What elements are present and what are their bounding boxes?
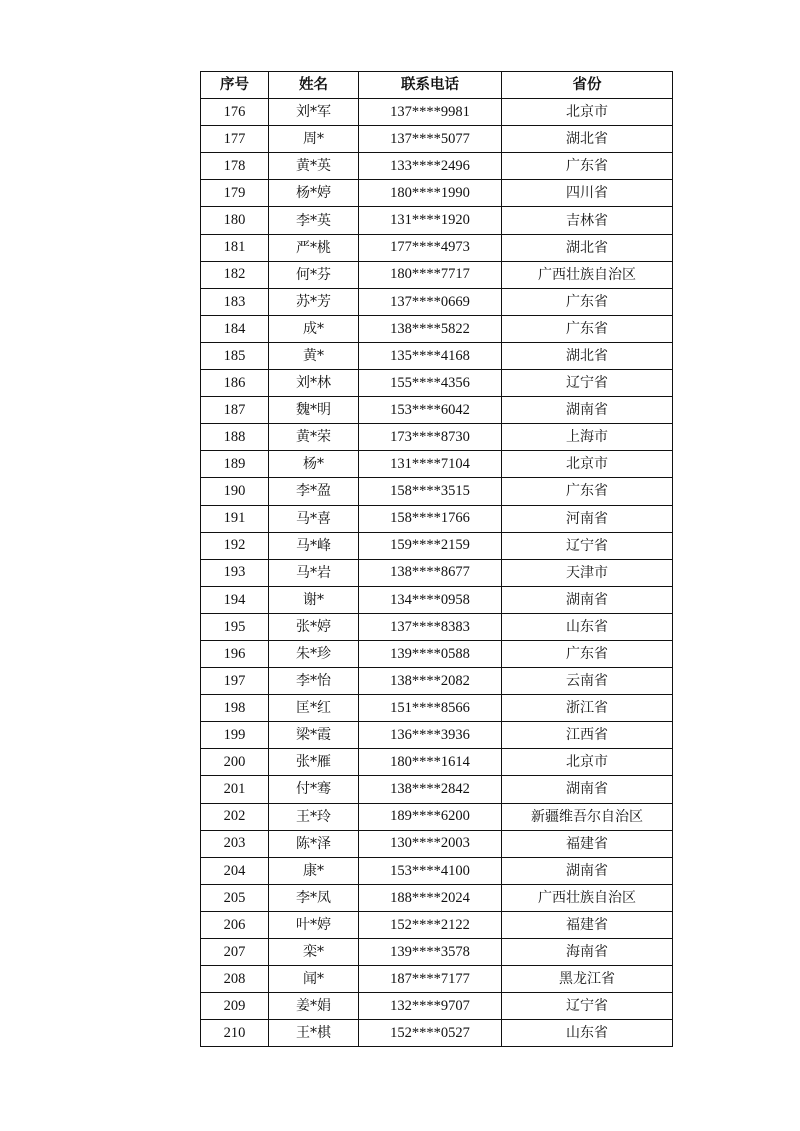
cell-name: 苏*芳	[269, 288, 359, 315]
table-row	[201, 668, 673, 695]
cell-phone: 137****5077	[359, 126, 502, 153]
cell-name: 李*凤	[269, 884, 359, 911]
cell-seq: 183	[201, 288, 269, 315]
cell-province: 湖南省	[502, 776, 673, 803]
cell-province: 新疆维吾尔自治区	[502, 803, 673, 830]
cell-seq: 179	[201, 180, 269, 207]
cell-seq: 188	[201, 424, 269, 451]
cell-province: 吉林省	[502, 207, 673, 234]
cell-seq: 201	[201, 776, 269, 803]
cell-province: 湖北省	[502, 342, 673, 369]
cell-province: 北京市	[502, 451, 673, 478]
table-row	[201, 722, 673, 749]
cell-name: 康*	[269, 857, 359, 884]
cell-seq: 193	[201, 559, 269, 586]
cell-phone: 189****6200	[359, 803, 502, 830]
cell-name: 严*桃	[269, 234, 359, 261]
table-row	[201, 966, 673, 993]
cell-seq: 191	[201, 505, 269, 532]
cell-province: 湖北省	[502, 234, 673, 261]
cell-phone: 151****8566	[359, 695, 502, 722]
cell-name: 刘*军	[269, 99, 359, 126]
cell-phone: 137****9981	[359, 99, 502, 126]
table-row	[201, 207, 673, 234]
cell-seq: 196	[201, 640, 269, 667]
cell-province: 云南省	[502, 668, 673, 695]
cell-name: 朱*珍	[269, 640, 359, 667]
cell-phone: 131****1920	[359, 207, 502, 234]
cell-province: 天津市	[502, 559, 673, 586]
cell-name: 付*骞	[269, 776, 359, 803]
cell-phone: 138****5822	[359, 315, 502, 342]
cell-province: 广东省	[502, 640, 673, 667]
table-row	[201, 857, 673, 884]
cell-name: 张*雁	[269, 749, 359, 776]
cell-province: 河南省	[502, 505, 673, 532]
cell-province: 黑龙江省	[502, 966, 673, 993]
table-row	[201, 613, 673, 640]
cell-phone: 173****8730	[359, 424, 502, 451]
cell-seq: 202	[201, 803, 269, 830]
cell-name: 姜*娟	[269, 993, 359, 1020]
cell-phone: 132****9707	[359, 993, 502, 1020]
table-row	[201, 884, 673, 911]
cell-phone: 180****7717	[359, 261, 502, 288]
cell-phone: 180****1614	[359, 749, 502, 776]
cell-name: 马*岩	[269, 559, 359, 586]
cell-province: 辽宁省	[502, 370, 673, 397]
cell-name: 马*喜	[269, 505, 359, 532]
cell-phone: 152****0527	[359, 1020, 502, 1047]
table-row	[201, 1020, 673, 1047]
header-seq: 序号	[201, 72, 269, 99]
table-row	[201, 586, 673, 613]
cell-name: 王*玲	[269, 803, 359, 830]
table-row	[201, 478, 673, 505]
cell-seq: 181	[201, 234, 269, 261]
cell-name: 周*	[269, 126, 359, 153]
cell-name: 刘*林	[269, 370, 359, 397]
header-province: 省份	[502, 72, 673, 99]
cell-province: 北京市	[502, 99, 673, 126]
cell-province: 湖南省	[502, 857, 673, 884]
cell-phone: 158****1766	[359, 505, 502, 532]
cell-phone: 131****7104	[359, 451, 502, 478]
cell-seq: 205	[201, 884, 269, 911]
cell-province: 浙江省	[502, 695, 673, 722]
cell-province: 江西省	[502, 722, 673, 749]
cell-phone: 188****2024	[359, 884, 502, 911]
cell-province: 四川省	[502, 180, 673, 207]
cell-name: 黄*英	[269, 153, 359, 180]
cell-seq: 178	[201, 153, 269, 180]
cell-province: 福建省	[502, 830, 673, 857]
cell-phone: 133****2496	[359, 153, 502, 180]
table-row	[201, 749, 673, 776]
table-row	[201, 695, 673, 722]
cell-province: 湖南省	[502, 397, 673, 424]
table-row	[201, 532, 673, 559]
cell-name: 李*怡	[269, 668, 359, 695]
cell-seq: 177	[201, 126, 269, 153]
cell-phone: 153****6042	[359, 397, 502, 424]
cell-phone: 177****4973	[359, 234, 502, 261]
table-row	[201, 234, 673, 261]
cell-seq: 203	[201, 830, 269, 857]
table-row	[201, 424, 673, 451]
cell-province: 辽宁省	[502, 993, 673, 1020]
cell-name: 魏*明	[269, 397, 359, 424]
contact-table	[200, 71, 673, 1047]
cell-province: 湖北省	[502, 126, 673, 153]
cell-province: 广西壮族自治区	[502, 261, 673, 288]
cell-seq: 186	[201, 370, 269, 397]
table-row	[201, 640, 673, 667]
cell-name: 匡*红	[269, 695, 359, 722]
cell-phone: 180****1990	[359, 180, 502, 207]
table-row	[201, 559, 673, 586]
cell-province: 湖南省	[502, 586, 673, 613]
cell-name: 栾*	[269, 939, 359, 966]
cell-phone: 139****3578	[359, 939, 502, 966]
cell-phone: 135****4168	[359, 342, 502, 369]
cell-phone: 138****8677	[359, 559, 502, 586]
cell-name: 杨*	[269, 451, 359, 478]
cell-seq: 210	[201, 1020, 269, 1047]
cell-seq: 207	[201, 939, 269, 966]
table-row	[201, 993, 673, 1020]
table-row	[201, 288, 673, 315]
cell-seq: 200	[201, 749, 269, 776]
cell-seq: 185	[201, 342, 269, 369]
cell-name: 成*	[269, 315, 359, 342]
table-row	[201, 315, 673, 342]
cell-phone: 155****4356	[359, 370, 502, 397]
cell-province: 山东省	[502, 613, 673, 640]
table-row	[201, 342, 673, 369]
cell-name: 何*芬	[269, 261, 359, 288]
cell-phone: 138****2842	[359, 776, 502, 803]
cell-seq: 194	[201, 586, 269, 613]
cell-province: 广西壮族自治区	[502, 884, 673, 911]
cell-province: 辽宁省	[502, 532, 673, 559]
table-body	[201, 99, 673, 1047]
cell-phone: 152****2122	[359, 911, 502, 938]
cell-name: 叶*婷	[269, 911, 359, 938]
cell-phone: 134****0958	[359, 586, 502, 613]
table-row	[201, 99, 673, 126]
cell-seq: 195	[201, 613, 269, 640]
table-row	[201, 830, 673, 857]
cell-name: 张*婷	[269, 613, 359, 640]
cell-name: 李*盈	[269, 478, 359, 505]
cell-name: 黄*	[269, 342, 359, 369]
cell-seq: 206	[201, 911, 269, 938]
table-row	[201, 451, 673, 478]
cell-name: 杨*婷	[269, 180, 359, 207]
cell-province: 广东省	[502, 153, 673, 180]
cell-province: 山东省	[502, 1020, 673, 1047]
table-row	[201, 180, 673, 207]
cell-seq: 208	[201, 966, 269, 993]
cell-seq: 209	[201, 993, 269, 1020]
cell-name: 谢*	[269, 586, 359, 613]
cell-province: 北京市	[502, 749, 673, 776]
header-phone: 联系电话	[359, 72, 502, 99]
cell-name: 梁*霞	[269, 722, 359, 749]
cell-seq: 198	[201, 695, 269, 722]
cell-seq: 197	[201, 668, 269, 695]
header-name: 姓名	[269, 72, 359, 99]
cell-phone: 139****0588	[359, 640, 502, 667]
cell-seq: 180	[201, 207, 269, 234]
cell-seq: 187	[201, 397, 269, 424]
cell-province: 广东省	[502, 288, 673, 315]
cell-phone: 130****2003	[359, 830, 502, 857]
cell-province: 福建省	[502, 911, 673, 938]
cell-seq: 204	[201, 857, 269, 884]
cell-seq: 182	[201, 261, 269, 288]
table-row	[201, 803, 673, 830]
cell-name: 王*棋	[269, 1020, 359, 1047]
table-row	[201, 939, 673, 966]
cell-name: 陈*泽	[269, 830, 359, 857]
cell-phone: 137****8383	[359, 613, 502, 640]
cell-province: 广东省	[502, 478, 673, 505]
cell-phone: 159****2159	[359, 532, 502, 559]
table-header-row	[201, 72, 673, 99]
cell-phone: 158****3515	[359, 478, 502, 505]
table-row	[201, 776, 673, 803]
cell-province: 广东省	[502, 315, 673, 342]
cell-seq: 189	[201, 451, 269, 478]
table-row	[201, 370, 673, 397]
cell-phone: 138****2082	[359, 668, 502, 695]
cell-name: 闻*	[269, 966, 359, 993]
cell-name: 马*峰	[269, 532, 359, 559]
cell-name: 李*英	[269, 207, 359, 234]
table-row	[201, 397, 673, 424]
cell-phone: 137****0669	[359, 288, 502, 315]
cell-province: 上海市	[502, 424, 673, 451]
cell-province: 海南省	[502, 939, 673, 966]
cell-name: 黄*荣	[269, 424, 359, 451]
table-row	[201, 911, 673, 938]
table-row	[201, 153, 673, 180]
cell-seq: 192	[201, 532, 269, 559]
cell-seq: 184	[201, 315, 269, 342]
cell-seq: 176	[201, 99, 269, 126]
table-row	[201, 505, 673, 532]
cell-phone: 136****3936	[359, 722, 502, 749]
cell-phone: 153****4100	[359, 857, 502, 884]
table-row	[201, 126, 673, 153]
cell-seq: 199	[201, 722, 269, 749]
cell-seq: 190	[201, 478, 269, 505]
cell-phone: 187****7177	[359, 966, 502, 993]
table-row	[201, 261, 673, 288]
